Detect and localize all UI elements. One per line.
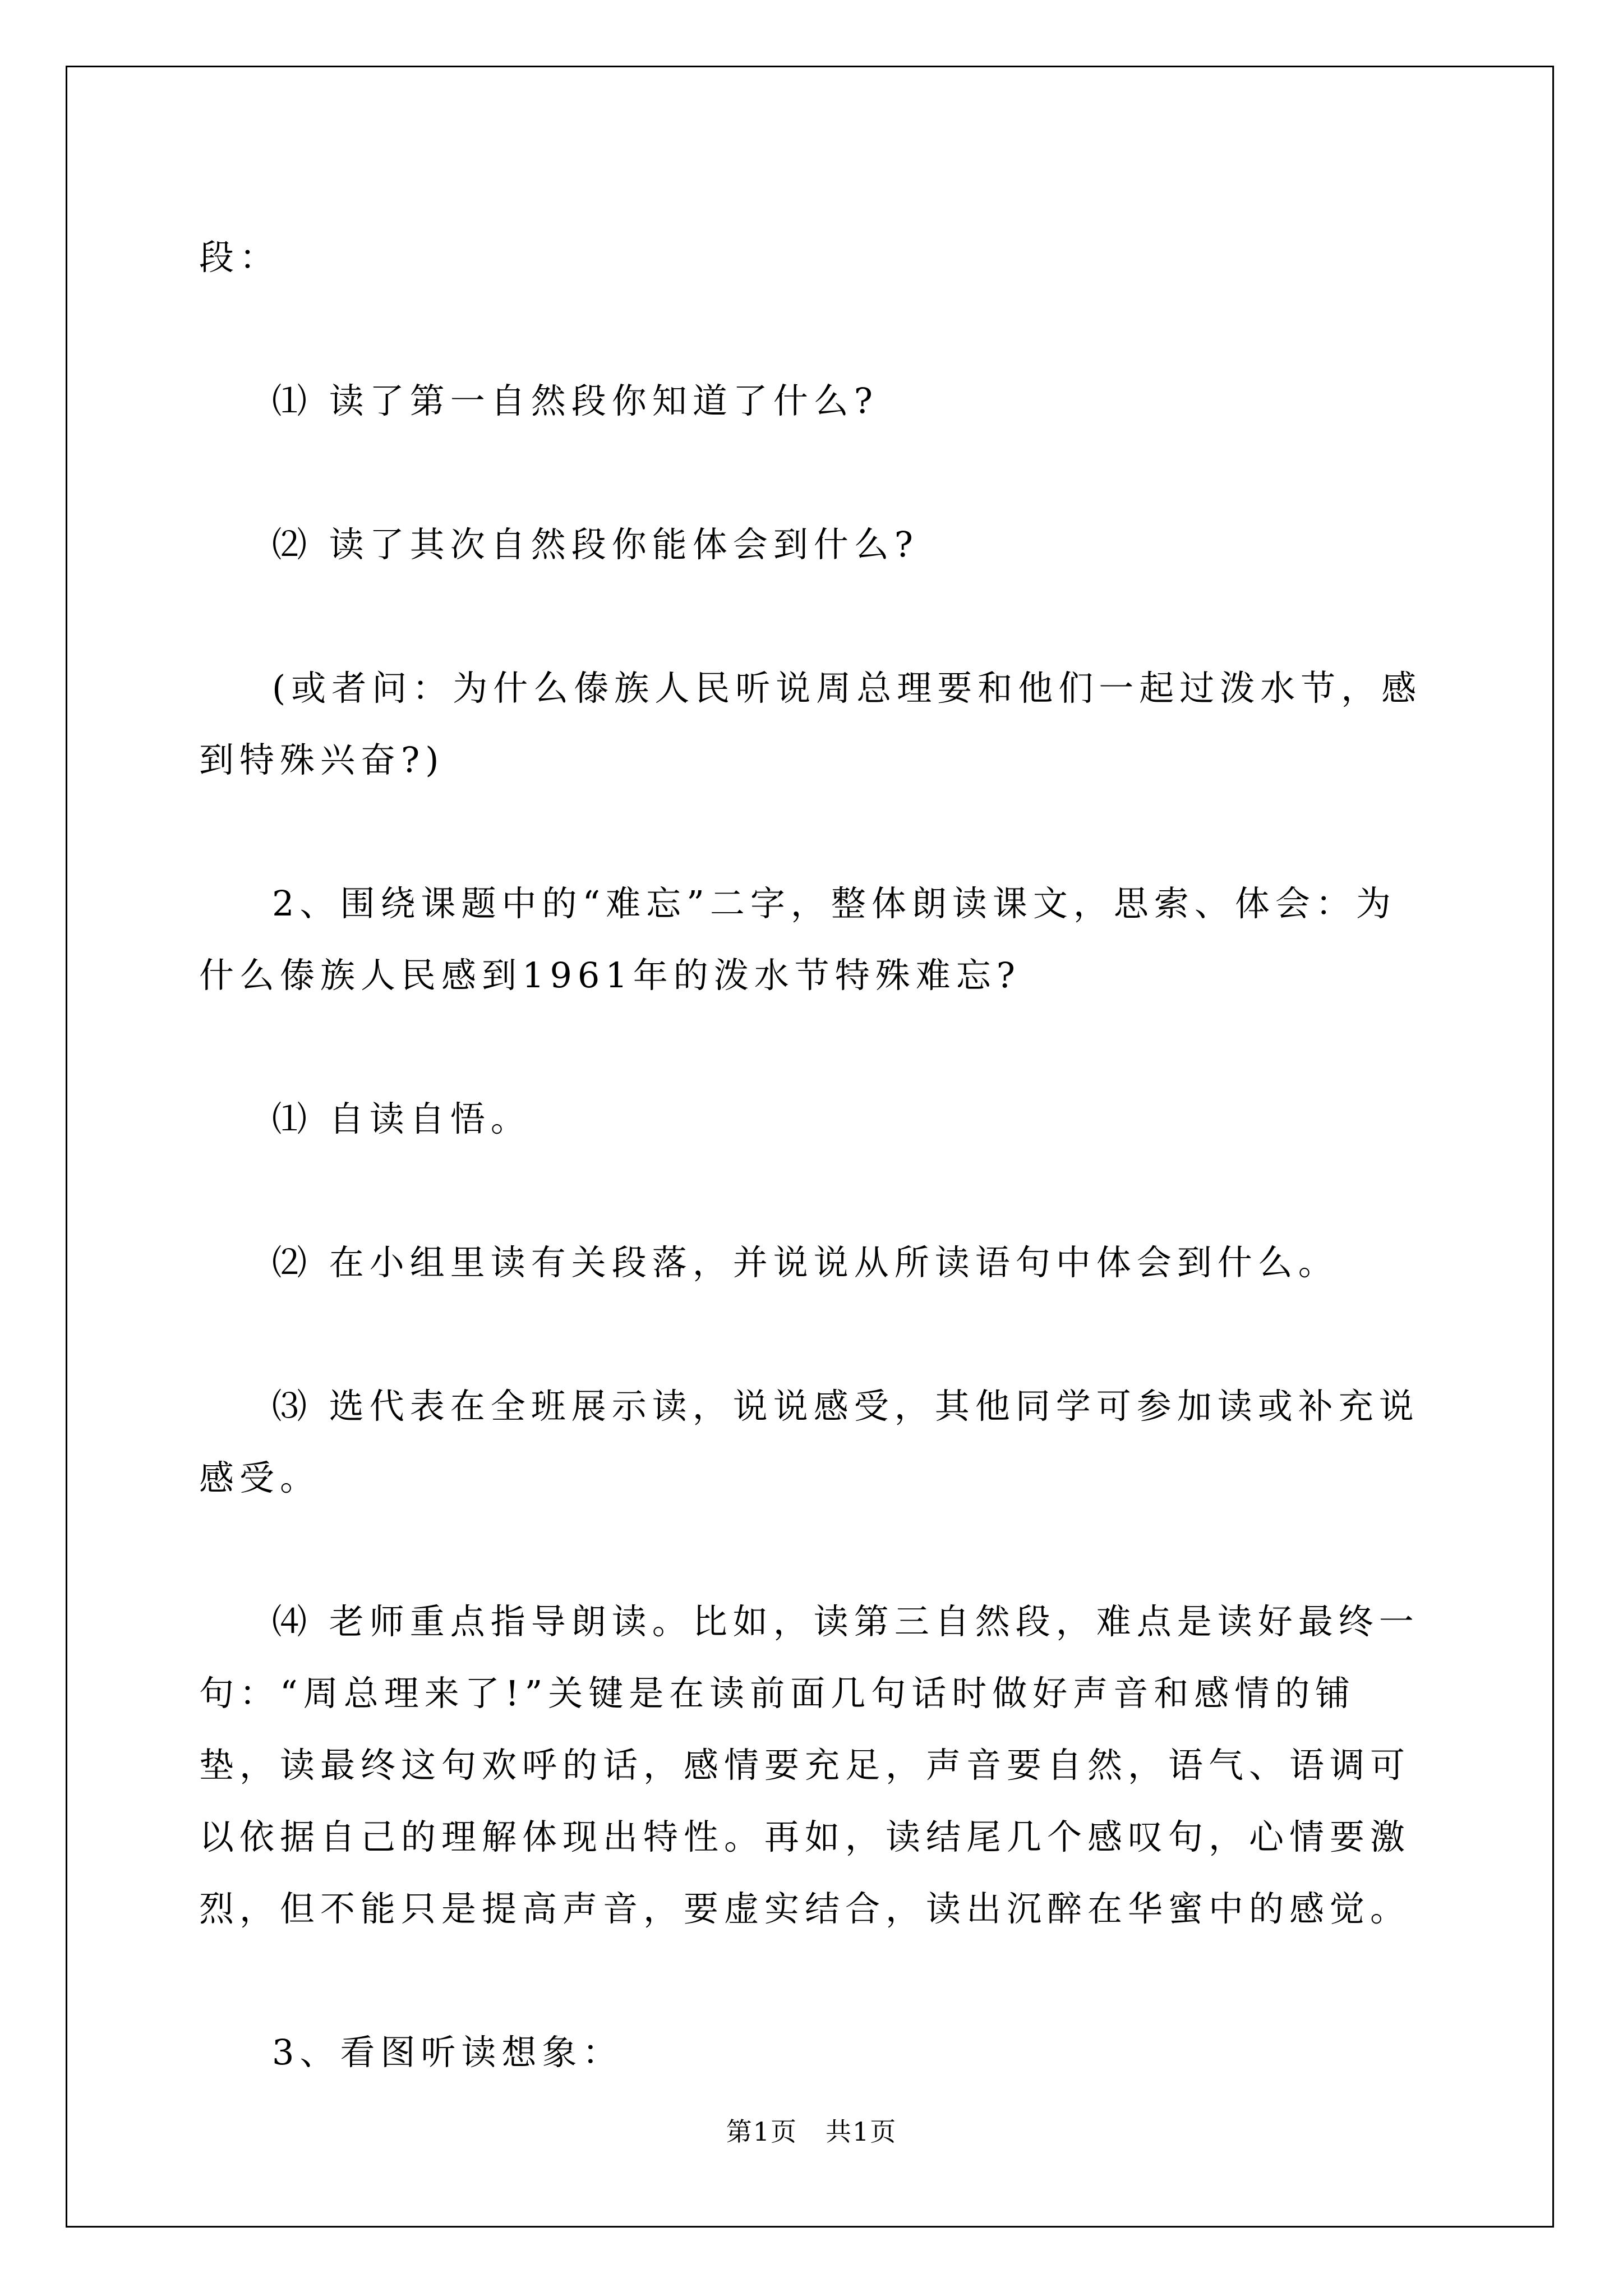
paragraph-6: ⑴ 自读自悟。 — [272, 1098, 531, 1139]
page-number-total: 共1页 — [826, 2116, 897, 2147]
paragraph-7: ⑵ 在小组里读有关段落，并说说从所读语句中体会到什么。 — [272, 1242, 1339, 1283]
paragraph-8: ⑶ 选代表在全班展示读，说说感受，其他同学可参加读或补充说感受。 — [199, 1386, 1419, 1498]
paragraph-10: 3、看图听读想象： — [272, 2032, 623, 2073]
document-body — [199, 222, 1427, 2160]
paragraph-3: ⑵ 读了其次自然段你能体会到什么? — [272, 524, 919, 565]
paragraph-9: ⑷ 老师重点指导朗读。比如，读第三自然段，难点是读好最终一句：“周总理来了!”关键是在读前面几句话时做好声音和感情的铺垫，读最终这句欢呼的话，感情要充足，声音要自然，语气、语调可以依据自己的理解体现出特性。再如，读结尾几个感叹句，心情要激烈，但不能只是提高声音，要虚实结合，读出沉醉在华蜜中的感觉。 — [199, 1601, 1419, 1929]
paragraph-4: (或者问：为什么傣族人民听说周总理要和他们一起过泼水节，感到特殊兴奋?) — [199, 668, 1422, 780]
page-footer — [0, 2115, 1623, 2148]
paragraph-1: 段： — [199, 237, 280, 278]
page-number-current: 第1页 — [726, 2116, 797, 2147]
paragraph-2: ⑴ 读了第一自然段你知道了什么? — [272, 380, 878, 421]
paragraph-5: 2、围绕课题中的“难忘”二字，整体朗读课文，思索、体会：为什么傣族人民感到1961年的泼水节特殊难忘? — [199, 883, 1396, 996]
